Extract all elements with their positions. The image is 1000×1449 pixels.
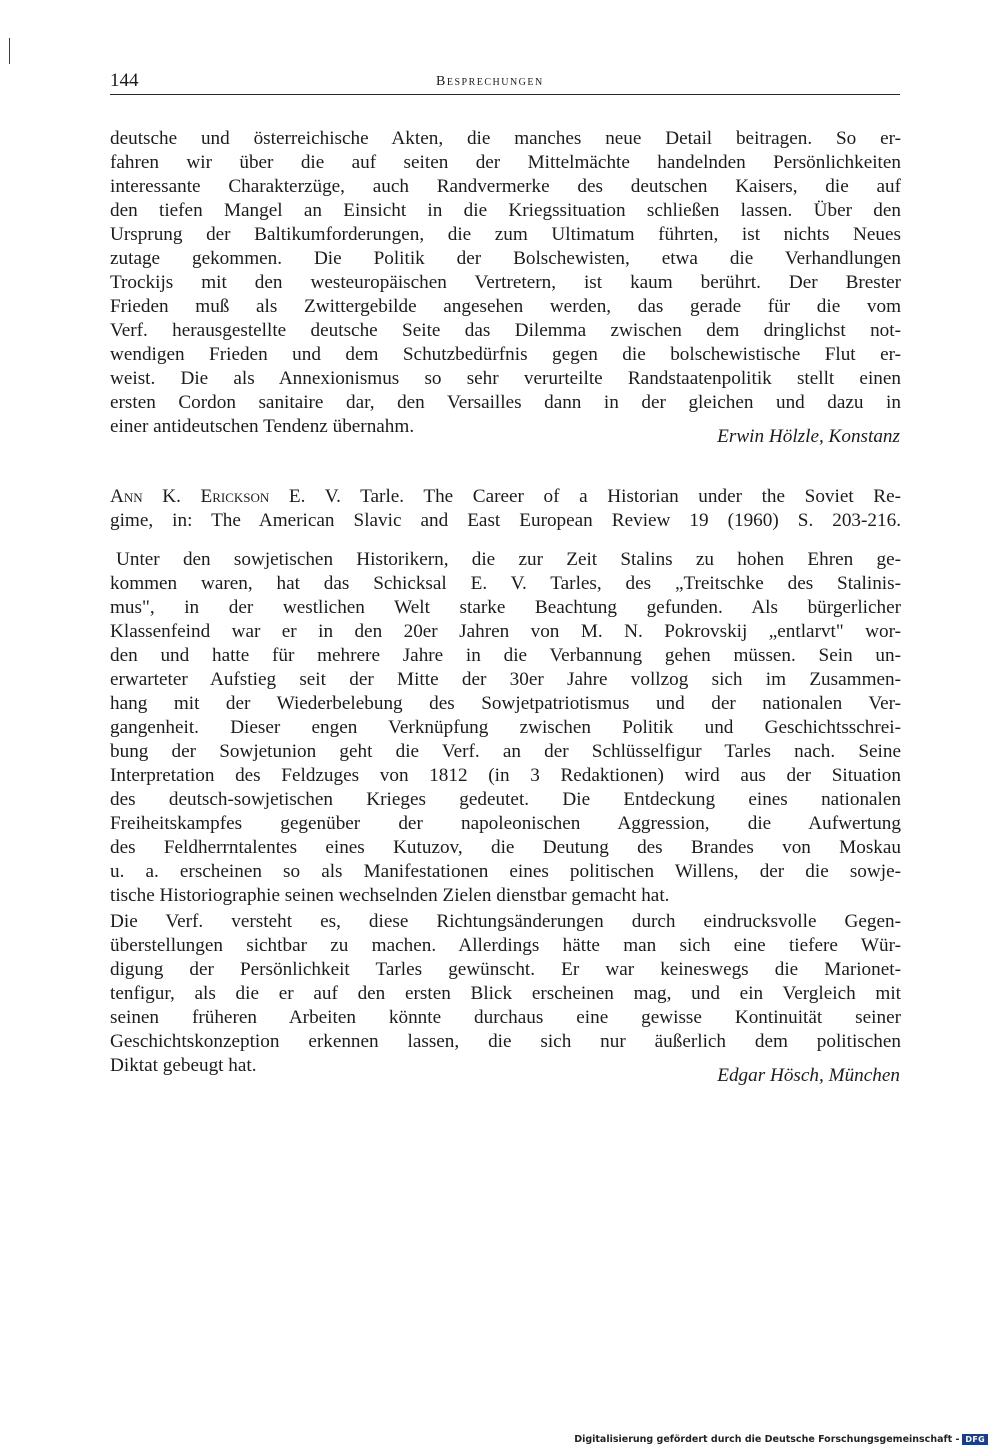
text-line: überstellungen sichtbar zu machen. Allerdings hätte man sich eine tiefere Wür- [110,935,901,956]
digitization-footer [574,1434,988,1445]
text-line: deutsche und österreichische Akten, die manches neue Detail beitragen. So er- [110,128,901,149]
text-line: hang mit der Wiederbelebung des Sowjetpatriotismus und der nationalen Ver- [110,693,901,714]
reviewer-signature: Edgar Hösch, München [717,1065,900,1086]
text-line: Die Verf. versteht es, diese Richtungsänderungen durch eindrucksvolle Gegen- [110,911,901,932]
text-line: Unter den sowjetischen Historikern, die zur Zeit Stalins zu hohen Ehren ge- [116,549,901,570]
text-line: erwarteter Aufstieg seit der Mitte der 30er Jahre vollzog sich im Zusammen- [110,669,901,690]
citation-title: E. V. Tarle. The Career of a Historian under the Soviet Re- [269,486,901,507]
text-line: fahren wir über die auf seiten der Mittelmächte handelnden Persönlichkeiten [110,152,901,173]
text-line: Diktat gebeugt hat. [110,1055,257,1076]
text-line: einer antideutschen Tendenz übernahm. [110,416,415,437]
text-line: tenfigur, als die er auf den ersten Blick erscheinen mag, und ein Vergleich mit [110,983,901,1004]
citation-author: Ann K. Erickson [110,486,270,507]
text-line: digung der Persönlichkeit Tarles gewünscht. Er war keineswegs die Marionet- [110,959,901,980]
text-line: den und hatte für mehrere Jahre in die Verbannung gehen müssen. Sein un- [110,645,901,666]
text-line: Klassenfeind war er in den 20er Jahren von M. N. Pokrovskij „entlarvt" wor- [110,621,901,642]
text-line: des deutsch-sowjetischen Krieges gedeutet. Die Entdeckung eines nationalen [110,789,901,810]
text-line: wendigen Frieden und dem Schutzbedürfnis gegen die bolschewistische Flut er- [110,344,901,365]
text-line: kommen waren, hat das Schicksal E. V. Tarles, des „Treitschke des Stalinis- [110,573,901,594]
dfg-logo-icon: DFG [962,1434,988,1445]
text-line: zutage gekommen. Die Politik der Bolschewisten, etwa die Verhandlungen [110,248,901,269]
text-line: gangenheit. Dieser engen Verknüpfung zwischen Politik und Geschichtsschrei- [110,717,901,738]
text-line: Trockijs mit den westeuropäischen Vertretern, ist kaum berührt. Der Brester [110,272,901,293]
text-line: Verf. herausgestellte deutsche Seite das Dilemma zwischen dem dringlichst not- [110,320,901,341]
page-header [110,70,900,95]
page-number: 144 [110,70,139,91]
footer-text: Digitalisierung gefördert durch die Deutsche Forschungsgemeinschaft - [574,1434,960,1445]
text-line: u. a. erscheinen so als Manifestationen eines politischen Willens, der die sowje- [110,861,901,882]
text-line: des Feldherrntalentes eines Kutuzov, die Deutung des Brandes von Moskau [110,837,901,858]
text-line: seinen früheren Arbeiten könnte durchaus eine gewisse Kontinuität seiner [110,1007,901,1028]
text-line: Ursprung der Baltikumforderungen, die zum Ultimatum führten, ist nichts Neues [110,224,901,245]
citation-line: gime, in: The American Slavic and East European Review 19 (1960) S. 203-216. [110,510,901,531]
text-line: den tiefen Mangel an Einsicht in die Kriegssituation schließen lassen. Über den [110,200,901,221]
text-line: mus", in der westlichen Welt starke Beachtung gefunden. Als bürgerlicher [110,597,901,618]
text-line: Frieden muß als Zwittergebilde angesehen werden, das gerade für die vom [110,296,901,317]
running-head: Besprechungen [436,74,544,89]
text-line: bung der Sowjetunion geht die Verf. an der Schlüsselfigur Tarles nach. Seine [110,741,901,762]
text-line: weist. Die als Annexionismus so sehr verurteilte Randstaatenpolitik stellt einen [110,368,901,389]
text-line: Interpretation des Feldzuges von 1812 (in 3 Redaktionen) wird aus der Situation [110,765,901,786]
scan-edge-mark [9,38,10,64]
citation-line [110,485,901,509]
text-line: Freiheitskampfes gegenüber der napoleonischen Aggression, die Aufwertung [110,813,901,834]
text-line: tische Historiographie seinen wechselnden Zielen dienstbar gemacht hat. [110,885,670,906]
text-line: interessante Charakterzüge, auch Randvermerke des deutschen Kaisers, die auf [110,176,901,197]
reviewer-signature: Erwin Hölzle, Konstanz [717,426,900,447]
text-line: Geschichtskonzeption erkennen lassen, die sich nur äußerlich dem politischen [110,1031,901,1052]
text-line: ersten Cordon sanitaire dar, den Versailles dann in der gleichen und dazu in [110,392,901,413]
